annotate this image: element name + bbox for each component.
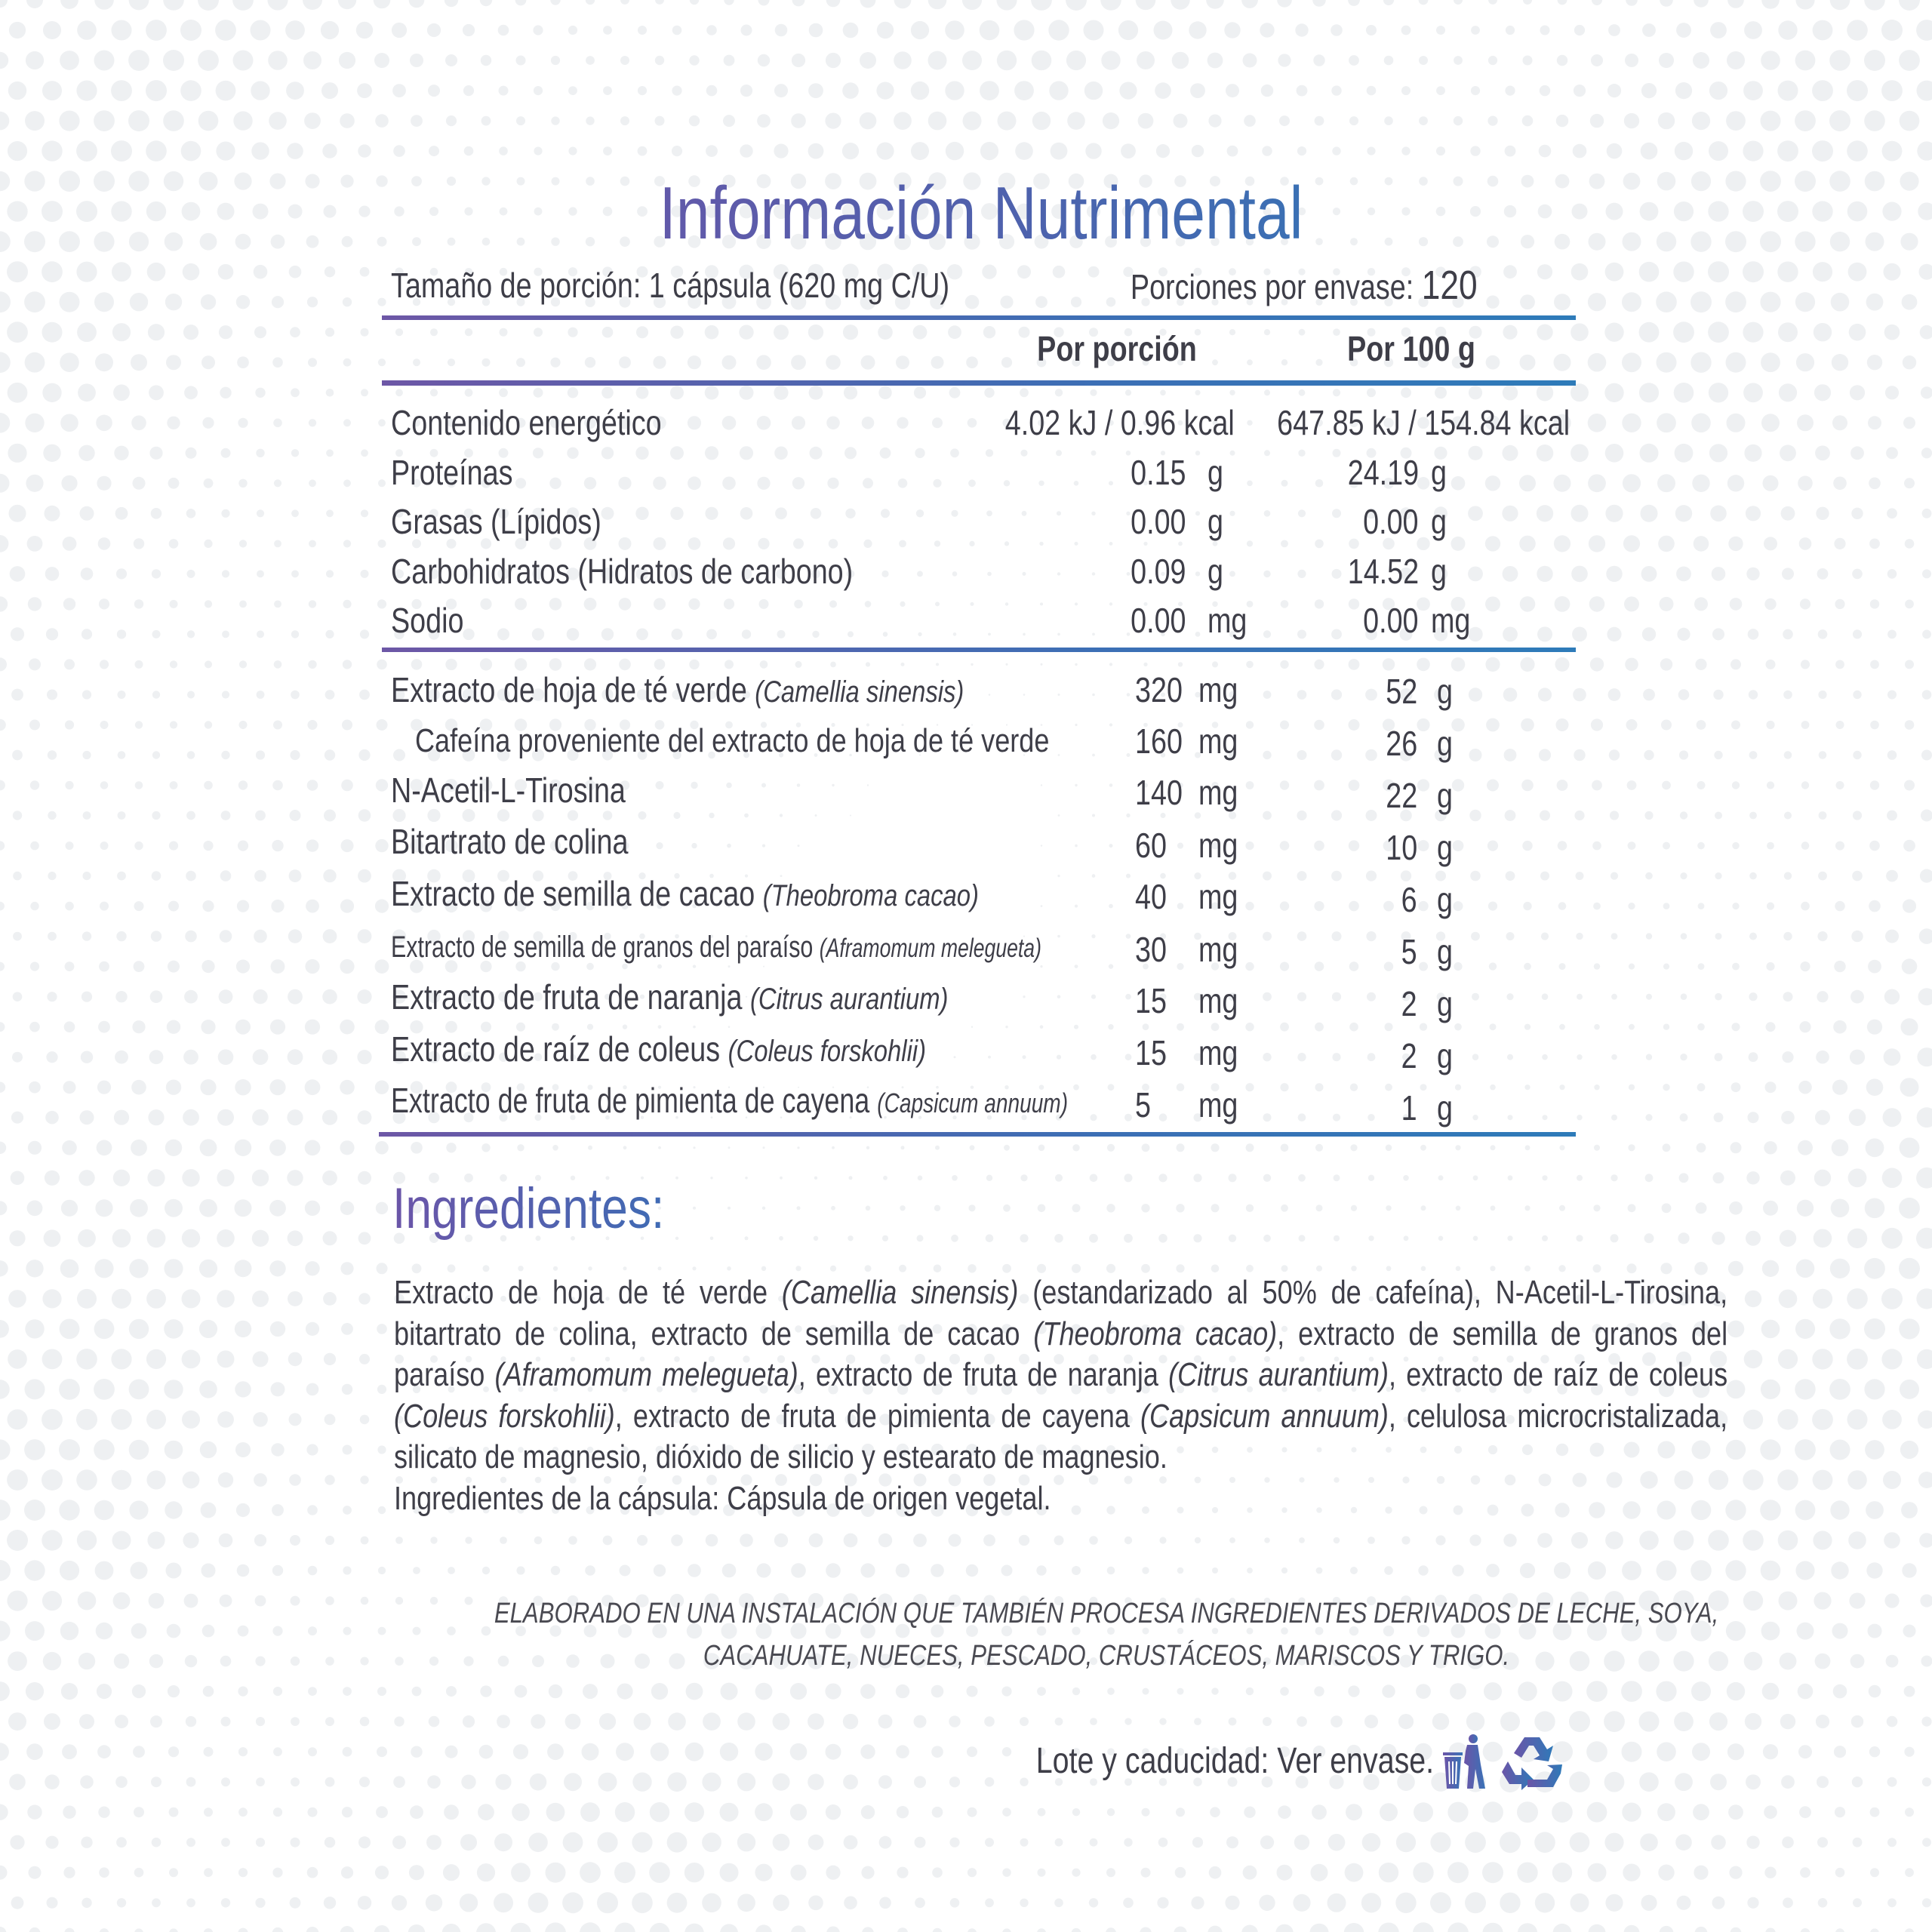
nutrient-name: Contenido energético	[391, 403, 662, 442]
extract-label: Cafeína proveniente del extracto de hoja de té verde	[415, 722, 1050, 759]
extract-name	[391, 1078, 1068, 1126]
nutrient-value: 0.00	[1131, 502, 1186, 541]
extract-label: N-Acetil-L-Tirosina	[391, 771, 626, 810]
extract-latin: (Aframomum melegueta)	[819, 934, 1041, 963]
extract-label: Extracto de fruta de naranja	[391, 977, 750, 1017]
nutrient-unit-100g: g	[1431, 453, 1447, 492]
extract-latin: (Camellia sinensis)	[755, 675, 964, 709]
extract-name	[391, 924, 1041, 971]
capsule-ingredients: Ingredientes de la cápsula: Cápsula de origen vegetal.	[394, 1479, 1051, 1517]
extract-latin: (Citrus aurantium)	[749, 983, 949, 1016]
nutrient-unit: g	[1208, 552, 1223, 591]
nutrient-name: Grasas (Lípidos)	[391, 502, 601, 541]
header-per-100g: Por 100 g	[1347, 329, 1475, 368]
extract-value: 15	[1135, 981, 1167, 1020]
extract-value-100g: 52	[1386, 672, 1417, 711]
extract-label: Extracto de semilla de cacao	[391, 874, 763, 913]
extract-name	[391, 819, 629, 864]
extract-value-100g: 2	[1401, 984, 1417, 1023]
extract-unit-100g: g	[1437, 828, 1453, 867]
extract-latin: (Coleus forskohlii)	[728, 1035, 927, 1068]
extract-name	[391, 768, 626, 813]
ingredients-part: , extracto de semilla de granos del paraíso	[394, 1315, 1728, 1393]
extract-value: 40	[1135, 877, 1167, 916]
nutrient-unit: mg	[1208, 601, 1247, 640]
ingredients-latin: (Aframomum melegueta)	[494, 1356, 798, 1393]
nutrient-name: Carbohidratos (Hidratos de carbono)	[391, 552, 854, 591]
page-title: Información Nutrimental	[486, 168, 1476, 258]
extract-value-100g: 10	[1386, 828, 1417, 867]
ingredients-part: , extracto de raíz de coleus	[1389, 1356, 1728, 1393]
nutrient-value-100g: 14.52	[1347, 552, 1419, 591]
nutrient-name: Sodio	[391, 601, 464, 640]
servings-per-container	[1131, 263, 1478, 309]
ingredients-latin: (Capsicum annuum)	[1140, 1397, 1389, 1435]
extract-unit-100g: g	[1437, 1036, 1453, 1075]
nutrient-value-100g: 0.00	[1363, 502, 1419, 541]
nutrient-value-100g: 24.19	[1347, 453, 1419, 492]
extract-value-100g: 6	[1401, 880, 1417, 919]
extract-unit: mg	[1198, 981, 1238, 1020]
extract-unit: mg	[1198, 826, 1238, 865]
recycle-icon	[1499, 1733, 1565, 1793]
extract-latin: (Theobroma cacao)	[762, 879, 979, 912]
extract-unit: mg	[1198, 877, 1238, 916]
ingredients-title: Ingredientes:	[392, 1171, 664, 1247]
extract-value-100g: 26	[1386, 724, 1417, 763]
extract-value: 140	[1135, 773, 1183, 812]
extract-unit-100g: g	[1437, 776, 1453, 815]
allergen-warning-line: CACAHUATE, NUECES, PESCADO, CRUSTÁCEOS, MARISCOS Y TRIGO.	[703, 1640, 1510, 1672]
ingredients-text	[394, 1272, 1727, 1478]
extract-label: Extracto de raíz de coleus	[391, 1029, 728, 1069]
extract-latin: (Capsicum annuum)	[877, 1088, 1069, 1118]
lot-expiry-note: Lote y caducidad: Ver envase.	[1035, 1741, 1434, 1781]
extract-value: 320	[1135, 670, 1183, 709]
ingredients-latin: (Coleus forskohlii)	[394, 1397, 615, 1435]
header-per-serving: Por porción	[1037, 329, 1197, 368]
extract-label: Extracto de fruta de pimienta de cayena	[391, 1081, 878, 1120]
extract-label: Extracto de hoja de té verde	[391, 670, 755, 709]
ingredients-part: , extracto de fruta de naranja	[798, 1356, 1169, 1393]
ingredients-paragraph	[394, 1272, 1727, 1519]
trash-bin-icon	[1441, 1733, 1488, 1793]
extract-label: Extracto de semilla de granos del paraíso	[391, 931, 820, 964]
extract-value: 60	[1135, 826, 1167, 865]
extract-unit-100g: g	[1437, 672, 1453, 711]
ingredients-latin: (Citrus aurantium)	[1168, 1356, 1389, 1393]
servings-label: Porciones por envase:	[1131, 267, 1414, 306]
divider-top	[382, 315, 1576, 320]
nutrient-unit-100g: mg	[1431, 601, 1471, 640]
extract-name	[391, 871, 979, 918]
extract-unit: mg	[1198, 930, 1238, 969]
nutrient-unit: g	[1208, 453, 1223, 492]
nutrient-per-serving: 4.02 kJ / 0.96 kcal	[1004, 403, 1235, 442]
ingredients-part: , extracto de fruta de pimienta de cayena	[614, 1397, 1140, 1435]
ingredients-part: , celulosa microcristalizada, silicato de magnesio, dióxido de silicio y estearato de magnesio.	[394, 1397, 1728, 1475]
nutrient-value: 0.09	[1131, 552, 1186, 591]
extract-value: 160	[1135, 721, 1183, 761]
nutrient-unit-100g: g	[1431, 502, 1447, 541]
ingredients-part: Extracto de hoja de té verde	[394, 1274, 782, 1311]
extract-name	[391, 1026, 926, 1074]
extract-unit: mg	[1198, 1085, 1238, 1124]
nutrient-value: 0.15	[1131, 453, 1186, 492]
extract-label: Bitartrato de colina	[391, 822, 629, 861]
extract-value-100g: 2	[1401, 1036, 1417, 1075]
ingredients-latin: (Theobroma cacao)	[1033, 1315, 1278, 1352]
nutrient-unit-100g: g	[1431, 552, 1447, 591]
nutrient-value: 0.00	[1131, 601, 1186, 640]
extract-unit: mg	[1198, 670, 1238, 709]
extract-value: 30	[1135, 930, 1167, 969]
extract-value: 5	[1135, 1085, 1151, 1124]
extract-name	[391, 974, 948, 1022]
divider-bottom	[379, 1132, 1576, 1137]
divider-nutrients	[382, 648, 1576, 652]
nutrient-per-100g: 647.85 kJ / 154.84 kcal	[1277, 403, 1570, 442]
nutrient-value-100g: 0.00	[1363, 601, 1419, 640]
extract-name	[391, 667, 964, 715]
extract-unit-100g: g	[1437, 932, 1453, 971]
extract-value-100g: 1	[1401, 1088, 1417, 1128]
ingredients-part: (estandarizado al 50% de cafeína), N-Acetil-L-Tirosina, bitartrato de colina, extracto de semilla de cacao	[394, 1274, 1728, 1352]
nutrient-name: Proteínas	[391, 453, 513, 492]
extract-unit-100g: g	[1437, 880, 1453, 919]
serving-size: Tamaño de porción: 1 cápsula (620 mg C/U)	[391, 266, 950, 305]
extract-value-100g: 22	[1386, 776, 1417, 815]
extract-unit-100g: g	[1437, 984, 1453, 1023]
extract-value-100g: 5	[1401, 932, 1417, 971]
extract-name	[415, 718, 1049, 764]
allergen-warning-line: ELABORADO EN UNA INSTALACIÓN QUE TAMBIÉN PROCESA INGREDIENTES DERIVADOS DE LECHE, SOYA,	[494, 1598, 1719, 1629]
servings-value: 120	[1422, 263, 1478, 308]
extract-unit: mg	[1198, 773, 1238, 812]
divider-header	[382, 380, 1576, 386]
extract-unit-100g: g	[1437, 1088, 1453, 1128]
allergen-warning	[400, 1592, 1813, 1677]
extract-unit: mg	[1198, 721, 1238, 761]
extract-value: 15	[1135, 1033, 1167, 1072]
nutrient-unit: g	[1208, 502, 1223, 541]
ingredients-latin: (Camellia sinensis)	[781, 1274, 1019, 1311]
extract-unit: mg	[1198, 1033, 1238, 1072]
extract-unit-100g: g	[1437, 724, 1453, 763]
